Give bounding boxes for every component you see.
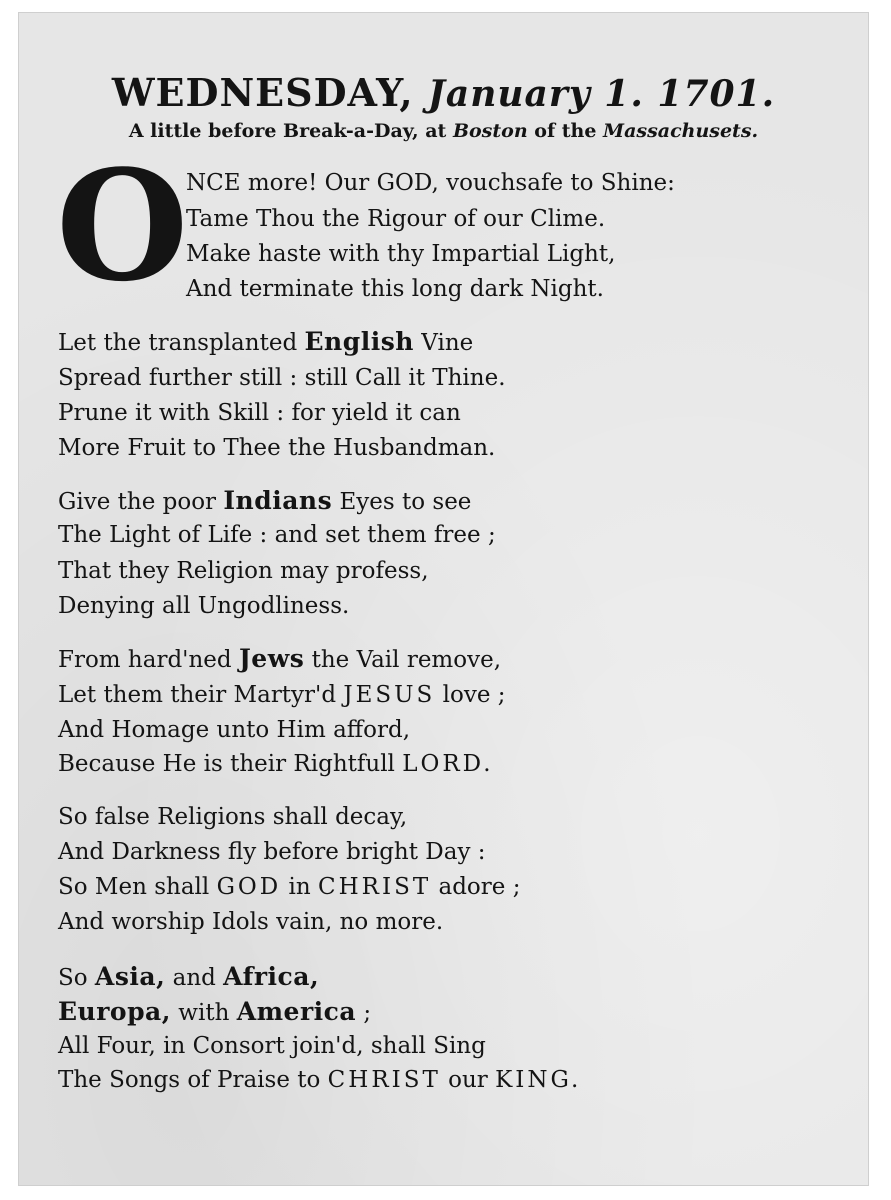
title-date: January 1. 1701.: [427, 73, 776, 115]
stanza1-line2: Tame Thou the Rigour of our Clime.: [186, 206, 606, 232]
stanza1-line1: NCE more! Our GOD, vouchsafe to Shine:: [186, 170, 675, 196]
name-christ-final: CHRIST: [327, 1067, 441, 1093]
title-weekday: WEDNESDAY,: [111, 70, 414, 115]
stanza4-line2-post: love ;: [442, 682, 506, 708]
stanza3-line1-pre: Give the poor: [58, 489, 217, 515]
stanza2-line4: More Fruit to Thee the Husbandman.: [58, 435, 496, 461]
stanza1-line3: Make haste with thy Impartial Light,: [186, 241, 616, 267]
page-title: [18, 70, 869, 115]
name-god: GOD: [216, 874, 282, 900]
blackletter-english: English: [304, 327, 414, 356]
stanza2-line2: Spread further still : still Call it Thine.: [58, 365, 506, 391]
stanza6-line2: [58, 997, 371, 1028]
subtitle-prefix: A little before Break-a-Day, at: [128, 120, 447, 142]
stanza4-line1: [58, 644, 501, 675]
blackletter-asia: Asia,: [94, 962, 166, 991]
stanza6-line2-post: ;: [363, 1000, 372, 1026]
stanza3-line4: Denying all Ungodliness.: [58, 593, 350, 619]
stanza6-line2-mid: with: [178, 1000, 230, 1026]
stanza3-line1-post: Eyes to see: [339, 489, 472, 515]
stanza5-line3-pre: So Men shall: [58, 874, 210, 900]
blackletter-america: America: [236, 997, 357, 1026]
stanza5-line3: [58, 872, 520, 902]
subtitle-mid: of the: [534, 120, 597, 142]
stanza2-line1-post: Vine: [421, 330, 474, 356]
stanza4-line1-post: the Vail remove,: [311, 647, 501, 673]
blackletter-africa: Africa,: [223, 962, 320, 991]
stanza5-line1: So false Religions shall decay,: [58, 804, 408, 830]
stanza4-line2: [58, 680, 506, 710]
name-lord: LORD.: [402, 751, 494, 777]
stanza5-line3-mid: in: [288, 874, 311, 900]
stanza5-line4: And worship Idols vain, no more.: [58, 909, 444, 935]
subtitle-place-massachusets: Massachusets.: [603, 120, 759, 142]
blackletter-jews: Jews: [238, 644, 305, 673]
name-king: KING.: [495, 1067, 582, 1093]
stanza3-line2: The Light of Life : and set them free ;: [58, 522, 496, 548]
name-jesus: JESUS: [343, 682, 436, 708]
name-christ: CHRIST: [318, 874, 432, 900]
subtitle-place-boston: Boston: [452, 120, 528, 142]
stanza6-line3: All Four, in Consort join'd, shall Sing: [58, 1033, 486, 1059]
stanza6-line4-pre: The Songs of Praise to: [58, 1067, 321, 1093]
stanza3-line3: That they Religion may profess,: [58, 558, 429, 584]
stanza5-line3-post: adore ;: [438, 874, 521, 900]
stanza2-line1-pre: Let the transplanted: [58, 330, 298, 356]
broadside-page: [18, 12, 869, 1186]
stanza6-line1-pre: So: [58, 965, 88, 991]
stanza4-line4: [58, 749, 494, 779]
stanza6-line1-mid: and: [172, 965, 216, 991]
stanza6-line4-mid: our: [448, 1067, 488, 1093]
stanza6-line1: [58, 962, 319, 993]
stanza5-line2: And Darkness fly before bright Day :: [58, 839, 486, 865]
stanza2-line1: [58, 327, 473, 358]
stanza1-line4: And terminate this long dark Night.: [186, 276, 604, 302]
stanza4-line3: And Homage unto Him afford,: [58, 717, 411, 743]
stanza6-line4: [58, 1065, 581, 1095]
stanza4-line2-pre: Let them their Martyr'd: [58, 682, 337, 708]
stanza4-line1-pre: From hard'ned: [58, 647, 232, 673]
blackletter-indians: Indians: [223, 486, 333, 515]
stanza2-line3: Prune it with Skill : for yield it can: [58, 400, 461, 426]
stanza3-line1: [58, 486, 471, 517]
stanza4-line4-pre: Because He is their Rightfull: [58, 751, 395, 777]
blackletter-europa: Europa,: [58, 997, 171, 1026]
drop-cap: O: [56, 136, 189, 315]
